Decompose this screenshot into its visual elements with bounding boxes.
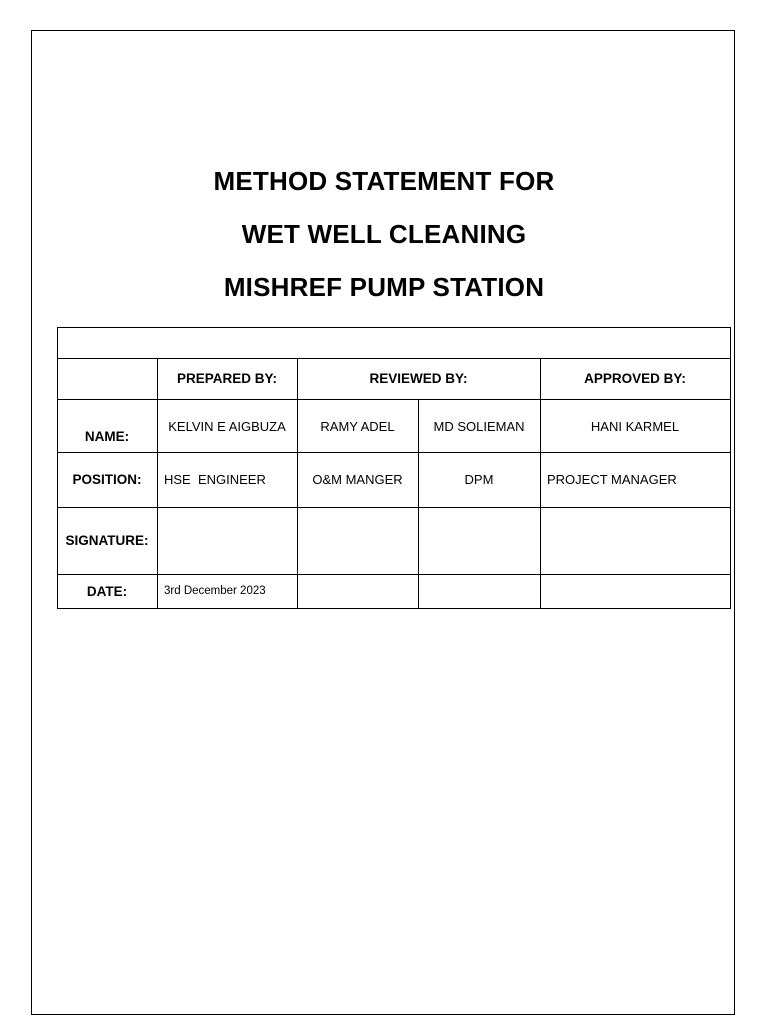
name-reviewer-2: MD SOLIEMAN	[433, 418, 525, 434]
position-reviewer-2: DPM	[464, 472, 494, 487]
row-label-date: DATE:	[86, 583, 128, 599]
header-reviewed-by: REVIEWED BY:	[369, 371, 468, 386]
table-line	[57, 507, 731, 508]
document-title-line-3: MISHREF PUMP STATION	[223, 272, 545, 302]
date-value: 3rd December 2023	[164, 585, 266, 597]
row-label-name: NAME:	[84, 428, 130, 444]
header-approved-by: APPROVED BY:	[584, 371, 686, 386]
approval-table	[57, 327, 731, 609]
table-line	[57, 327, 731, 328]
name-reviewer-1: RAMY ADEL	[320, 418, 395, 434]
table-line	[57, 608, 731, 609]
position-approver: PROJECT MANAGER	[547, 472, 677, 487]
row-label-position: POSITION:	[72, 472, 142, 487]
row-label-signature: SIGNATURE:	[65, 533, 149, 548]
table-line	[57, 399, 731, 400]
table-line	[730, 327, 731, 609]
position-prepared: HSE ENGINEER	[164, 472, 266, 487]
name-approver: HANI KARMEL	[590, 418, 680, 434]
name-prepared: KELVIN E AIGBUZA	[168, 418, 286, 434]
header-prepared-by: PREPARED BY:	[176, 371, 277, 386]
position-reviewer-1: O&M MANGER	[312, 472, 403, 487]
document-title-line-1: METHOD STATEMENT FOR	[213, 166, 555, 196]
document-title-line-2: WET WELL CLEANING	[241, 219, 527, 249]
